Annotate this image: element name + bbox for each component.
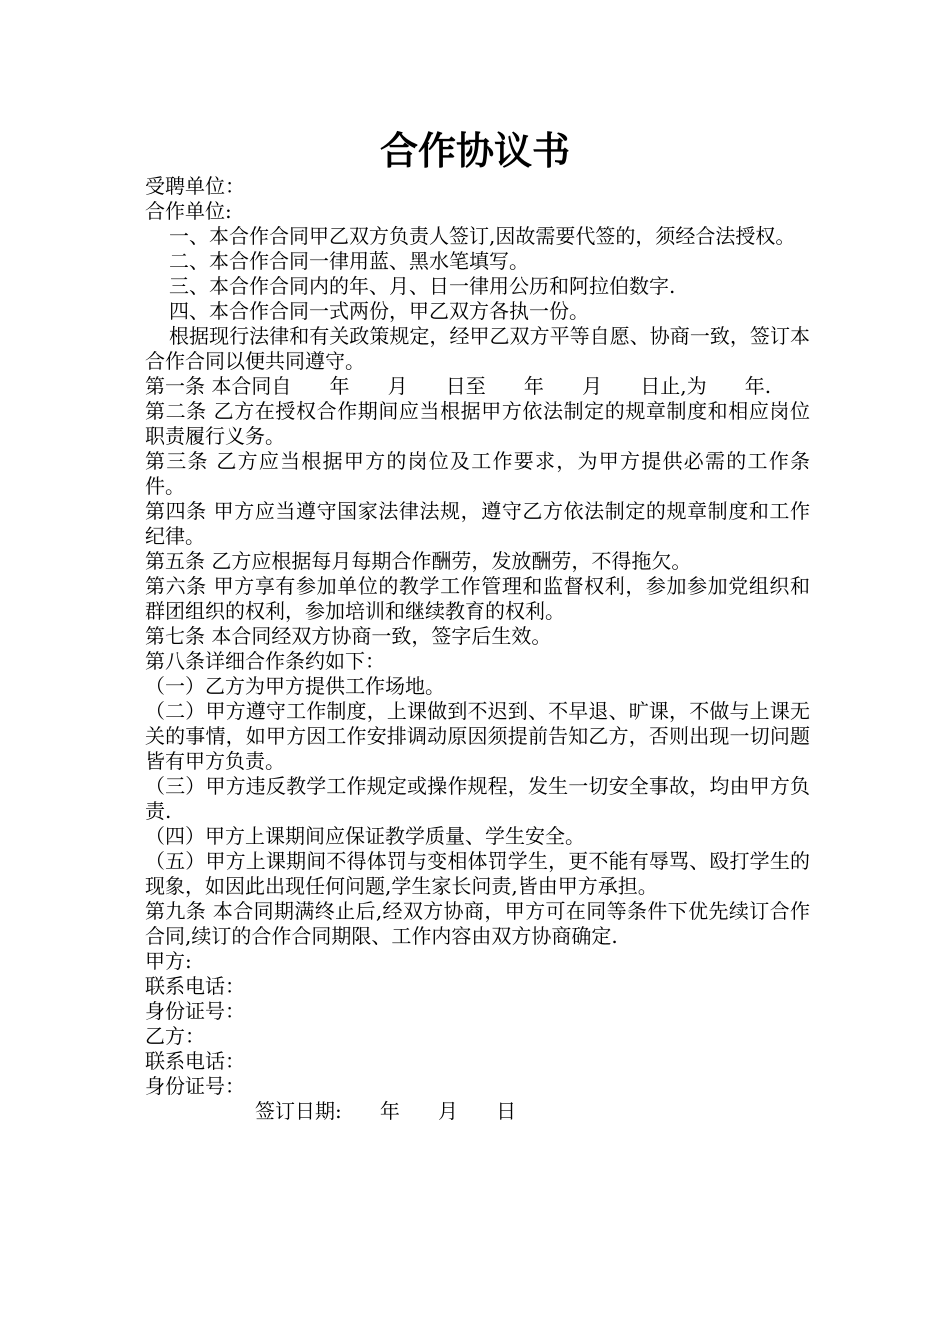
document-body (145, 174, 810, 1124)
party-b-phone: 联系电话： (145, 1049, 245, 1073)
notice-1: 一、本合作合同甲乙双方负责人签订,因故需要代签的，须经合法授权。 (169, 224, 796, 248)
article-1: 第一条 本合同自 年 月 日至 年 月 日止,为 年. (145, 374, 772, 398)
sign-date: 签订日期: 年 月 日 (255, 1099, 517, 1123)
clause-4: （四）甲方上课期间应保证教学质量、学生安全。 (145, 824, 585, 848)
article-3: 第三条 乙方应当根据甲方的岗位及工作要求，为甲方提供必需的工作条件。 (145, 449, 810, 498)
clause-3: （三）甲方违反教学工作规定或操作规程，发生一切安全事故，均由甲方负责. (145, 774, 810, 823)
article-7: 第七条 本合同经双方协商一致，签字后生效。 (145, 624, 552, 648)
article-5: 第五条 乙方应根据每月每期合作酬劳，发放酬劳，不得拖欠。 (145, 549, 692, 573)
party-a-id: 身份证号： (145, 999, 245, 1023)
party-a-phone: 联系电话： (145, 974, 245, 998)
article-9: 第九条 本合同期满终止后,经双方协商，甲方可在同等条件下优先续订合作合同,续订的合作合同期限、工作内容由双方协商确定. (145, 899, 810, 948)
notice-3: 三、本合作合同内的年、月、日一律用公历和阿拉伯数字. (169, 274, 676, 298)
article-8: 第八条详细合作条约如下： (145, 649, 385, 673)
document-title: 合作协议书 (379, 128, 570, 173)
article-4: 第四条 甲方应当遵守国家法律法规，遵守乙方依法制定的规章制度和工作纪律。 (145, 499, 810, 548)
clause-5: （五）甲方上课期间不得体罚与变相体罚学生，更不能有辱骂、殴打学生的现象，如因此出现任何问题,学生家长问责,皆由甲方承担。 (145, 849, 810, 898)
employer-line: 受聘单位： (145, 174, 245, 198)
article-2: 第二条 乙方在授权合作期间应当根据甲方依法制定的规章制度和相应岗位职责履行义务。 (145, 399, 810, 448)
party-b-label: 乙方： (145, 1024, 205, 1048)
partner-line: 合作单位: (145, 199, 232, 223)
party-a-label: 甲方: (145, 949, 192, 973)
notice-2: 二、本合作合同一律用蓝、黑水笔填写。 (169, 249, 529, 273)
preamble: 根据现行法律和有关政策规定，经甲乙双方平等自愿、协商一致，签订本合作合同以便共同遵守。 (145, 324, 810, 373)
clause-1: （一）乙方为甲方提供工作场地。 (145, 674, 445, 698)
party-b-id: 身份证号： (145, 1074, 245, 1098)
notice-4: 四、本合作合同一式两份，甲乙双方各执一份。 (169, 299, 589, 323)
clause-2: （二）甲方遵守工作制度，上课做到不迟到、不早退、旷课，不做与上课无关的事情，如甲方因工作安排调动原因须提前告知乙方，否则出现一切问题皆有甲方负责。 (145, 699, 810, 773)
article-6: 第六条 甲方享有参加单位的教学工作管理和监督权利，参加参加党组织和群团组织的权利，参加培训和继续教育的权利。 (145, 574, 810, 623)
